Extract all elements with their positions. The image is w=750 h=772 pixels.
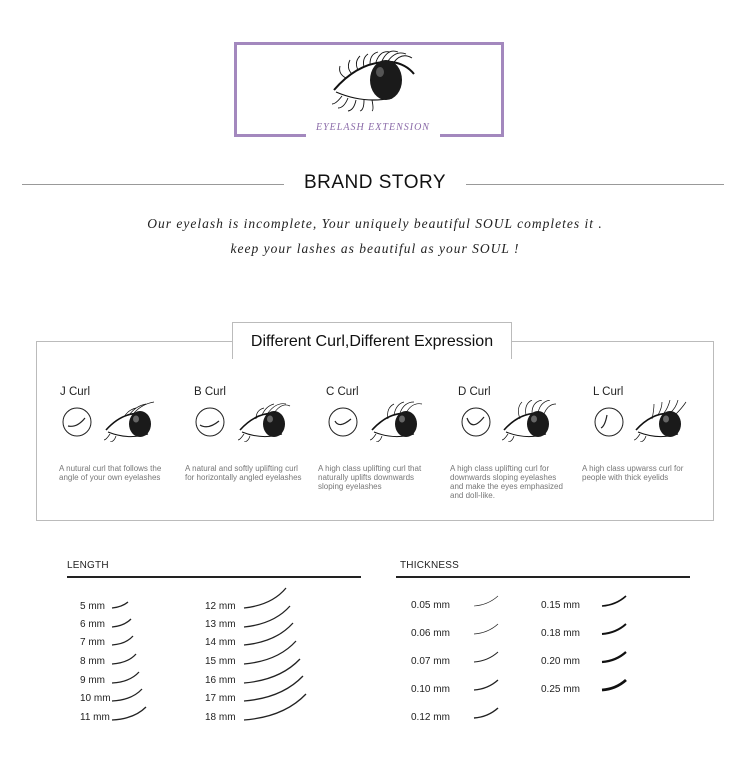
thickness-lash-samples-col1 — [470, 590, 506, 726]
curl-desc-l: A high class upwarss curl for people with thick eyelids — [582, 464, 684, 482]
length-label: 13 mm — [205, 619, 236, 630]
lash-0.07mm — [474, 652, 498, 662]
j-curl-circle-icon — [61, 406, 93, 438]
length-label: 12 mm — [205, 601, 236, 612]
brand-tagline-1: Our eyelash is incomplete, Your uniquely beautiful SOUL completes it . — [147, 216, 603, 231]
b-curl-circle-icon — [194, 406, 226, 438]
divider-left — [22, 184, 284, 185]
thickness-label: 0.07 mm — [411, 656, 450, 667]
lash-0.15mm — [602, 596, 626, 606]
length-label: 5 mm — [80, 601, 105, 612]
eye-icon — [330, 48, 420, 112]
brand-tagline-2: keep your lashes as beautiful as your SOUL ! — [230, 241, 520, 256]
lash-13mm — [244, 606, 290, 627]
curl-name-l: L Curl — [593, 386, 624, 398]
lash-0.20mm — [602, 652, 626, 662]
thickness-lash-samples-col2 — [598, 590, 634, 698]
lash-7mm — [112, 636, 133, 645]
length-label: 15 mm — [205, 656, 236, 667]
curl-name-b: B Curl — [194, 386, 226, 398]
logo-frame-bottom-right — [440, 134, 504, 137]
j-curl-eye-icon — [104, 400, 160, 442]
lash-11mm — [112, 707, 146, 720]
lash-0.06mm — [474, 624, 498, 634]
lash-10mm — [112, 689, 142, 701]
curl-panel-title: Different Curl,Different Expression — [250, 333, 494, 350]
length-label: 18 mm — [205, 712, 236, 723]
thickness-label: 0.05 mm — [411, 600, 450, 611]
thickness-underline — [396, 576, 690, 578]
lash-0.12mm — [474, 708, 498, 718]
thickness-label: 0.12 mm — [411, 712, 450, 723]
length-lash-samples-col2 — [240, 580, 320, 724]
length-label: 17 mm — [205, 693, 236, 704]
b-curl-eye-icon — [238, 400, 294, 442]
c-curl-circle-icon — [327, 406, 359, 438]
lash-0.10mm — [474, 680, 498, 690]
length-label: 16 mm — [205, 675, 236, 686]
length-title: LENGTH — [67, 560, 109, 571]
curl-name-d: D Curl — [458, 386, 491, 398]
lash-0.25mm — [602, 680, 626, 690]
thickness-label: 0.06 mm — [411, 628, 450, 639]
curl-desc-b: A natural and softly uplifting curl for horizontally angled eyelashes — [185, 464, 302, 482]
curl-desc-c: A high class uplifting curl that naturally uplifts downwards sloping eyelashes — [318, 464, 422, 491]
l-curl-eye-icon — [634, 400, 690, 442]
thickness-label: 0.10 mm — [411, 684, 450, 695]
brand-story-title: BRAND STORY — [303, 172, 447, 193]
thickness-title: THICKNESS — [400, 560, 460, 571]
lash-6mm — [112, 619, 131, 627]
lash-0.05mm — [474, 596, 498, 606]
length-label: 8 mm — [80, 656, 105, 667]
lash-9mm — [112, 672, 139, 683]
length-underline — [67, 576, 361, 578]
curl-name-c: C Curl — [326, 386, 359, 398]
length-label: 9 mm — [80, 675, 105, 686]
logo-frame-bottom-left — [234, 134, 306, 137]
d-curl-eye-icon — [502, 400, 558, 442]
length-label: 7 mm — [80, 637, 105, 648]
logo-text: EYELASH EXTENSION — [316, 122, 430, 133]
divider-right — [466, 184, 724, 185]
lash-8mm — [112, 654, 136, 664]
l-curl-circle-icon — [593, 406, 625, 438]
lash-12mm — [244, 588, 286, 608]
length-label: 6 mm — [80, 619, 105, 630]
lash-0.18mm — [602, 624, 626, 634]
curl-desc-j: A nutural curl that follows the angle of your own eyelashes — [59, 464, 162, 482]
thickness-label: 0.18 mm — [541, 628, 580, 639]
curl-name-j: J Curl — [60, 386, 91, 398]
lash-17mm — [244, 676, 303, 701]
length-label: 10 mm — [80, 693, 111, 704]
d-curl-circle-icon — [460, 406, 492, 438]
thickness-label: 0.20 mm — [541, 656, 580, 667]
lash-5mm — [112, 602, 128, 608]
lash-18mm — [244, 694, 306, 720]
c-curl-eye-icon — [370, 400, 426, 442]
length-label: 14 mm — [205, 637, 236, 648]
length-label: 11 mm — [80, 712, 110, 723]
thickness-label: 0.15 mm — [541, 600, 580, 611]
length-lash-samples-col1 — [108, 590, 158, 724]
thickness-label: 0.25 mm — [541, 684, 580, 695]
curl-desc-d: A high class uplifting curl for downwards sloping eyelashes and make the eyes emphasized and doll-like. — [450, 464, 563, 500]
